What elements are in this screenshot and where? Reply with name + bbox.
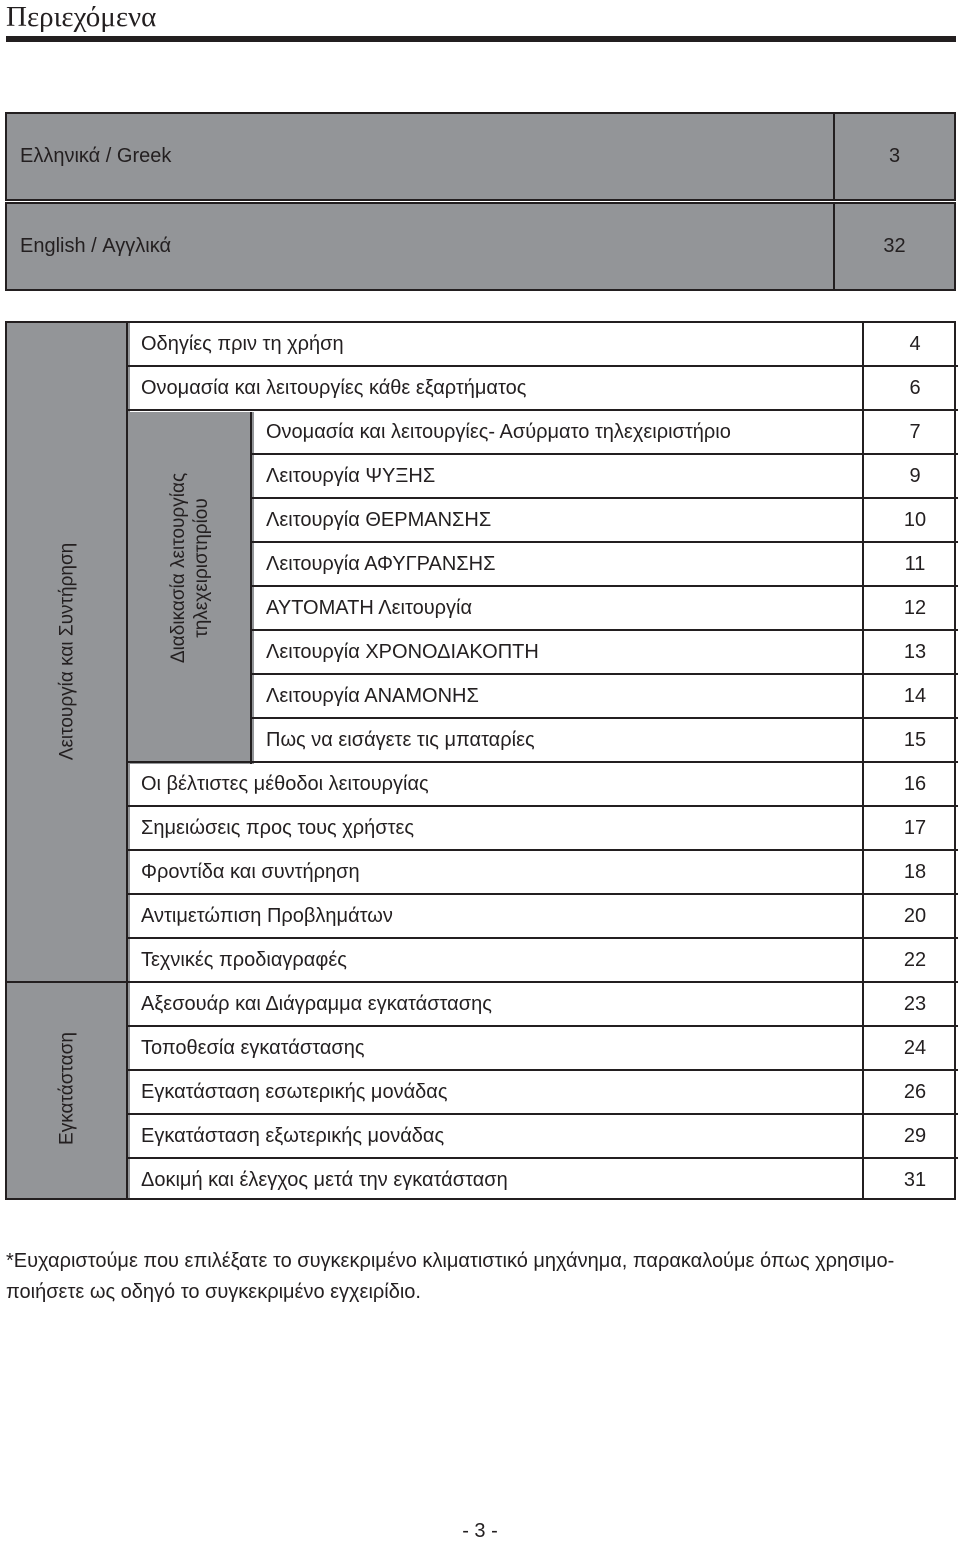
note-line: ποιήσετε ως οδηγό το συγκεκριμένο εγχειρίδιο. [6, 1281, 421, 1303]
toc-item-page: 15 [903, 729, 927, 751]
toc-item-label: Εγκατάσταση εξωτερικής μονάδας [141, 1125, 445, 1147]
toc-item-page: 24 [903, 1037, 927, 1059]
toc-item-label: Λειτουργία ΨΥΞΗΣ [266, 465, 436, 487]
toc-item-page: 16 [903, 773, 927, 795]
toc-item-label: Λειτουργία ΑΝΑΜΟΝΗΣ [266, 685, 479, 707]
toc-item-label: Αντιμετώπιση Προβλημάτων [141, 905, 393, 927]
contents-table [5, 321, 956, 1200]
toc-item-page: 29 [903, 1125, 927, 1147]
toc-item-label: Σημειώσεις προς τους χρήστες [141, 817, 415, 839]
toc-item-label: Δοκιμή και έλεγχος μετά την εγκατάσταση [141, 1169, 508, 1191]
divider [250, 412, 252, 764]
note-line: *Ευχαριστούμε που επιλέξατε το συγκεκριμένο κλιματιστικό μηχάνημα, παρακαλούμε όπως χρησιμο- [6, 1250, 895, 1272]
page-title: Περιεχόμενα [6, 1, 157, 33]
toc-item-page: 22 [903, 949, 927, 971]
toc-item-label: Ονομασία και λειτουργίες κάθε εξαρτήματος [141, 377, 527, 399]
toc-item-label: Οι βέλτιστες μέθοδοι λειτουργίας [141, 773, 429, 795]
toc-item-label: Λειτουργία ΘΕΡΜΑΝΣΗΣ [266, 509, 492, 531]
toc-item-page: 20 [903, 905, 927, 927]
toc-item-page: 23 [903, 993, 927, 1015]
toc-item-page: 9 [909, 465, 921, 487]
language-label: English / Αγγλικά [20, 235, 172, 257]
toc-item-label: Φροντίδα και συντήρηση [141, 861, 360, 883]
page-number: - 3 - [462, 1520, 498, 1542]
toc-item-page: 31 [903, 1169, 927, 1191]
section-label-remote: Διαδικασία λειτουργίας τηλεχειριστηρίου [168, 472, 212, 664]
language-page: 3 [888, 145, 901, 167]
toc-item-page: 12 [903, 597, 927, 619]
toc-item-page: 17 [903, 817, 927, 839]
toc-item-page: 10 [903, 509, 927, 531]
toc-item-page: 6 [909, 377, 921, 399]
toc-item-label: Λειτουργία ΧΡΟΝΟΔΙΑΚΟΠΤΗ [266, 641, 539, 663]
toc-item-page: 26 [903, 1081, 927, 1103]
language-row-greek[interactable] [5, 112, 956, 201]
language-page: 32 [883, 235, 906, 257]
toc-item-page: 18 [903, 861, 927, 883]
toc-item-page: 14 [903, 685, 927, 707]
toc-item-page: 13 [903, 641, 927, 663]
language-label: Ελληνικά / Greek [20, 145, 172, 167]
title-rule [6, 36, 956, 42]
toc-item-label: Αξεσουάρ και Διάγραμμα εγκατάστασης [141, 993, 492, 1015]
section-label-installation: Εγκατάσταση [56, 1032, 78, 1145]
toc-item-label: Οδηγίες πριν τη χρήση [141, 333, 344, 355]
toc-item-label: Τεχνικές προδιαγραφές [141, 949, 347, 971]
section-label-operation: Λειτουργία και Συντήρηση [56, 542, 78, 761]
toc-item-label: Πως να εισάγετε τις μπαταρίες [266, 729, 535, 751]
toc-item-label: ΑΥΤΟΜΑΤΗ Λειτουργία [266, 597, 473, 619]
toc-item-label: Ονομασία και λειτουργίες- Ασύρματο τηλεχειριστήριο [266, 421, 731, 443]
language-row-english[interactable] [5, 202, 956, 291]
toc-item-page: 4 [909, 333, 921, 355]
toc-item-page: 7 [909, 421, 921, 443]
toc-item-page: 11 [904, 553, 926, 575]
toc-item-label: Τοποθεσία εγκατάστασης [141, 1037, 365, 1059]
toc-item-label: Λειτουργία ΑΦΥΓΡΑΝΣΗΣ [266, 553, 496, 575]
thank-you-note [6, 1246, 956, 1308]
toc-item-label: Εγκατάσταση εσωτερικής μονάδας [141, 1081, 448, 1103]
